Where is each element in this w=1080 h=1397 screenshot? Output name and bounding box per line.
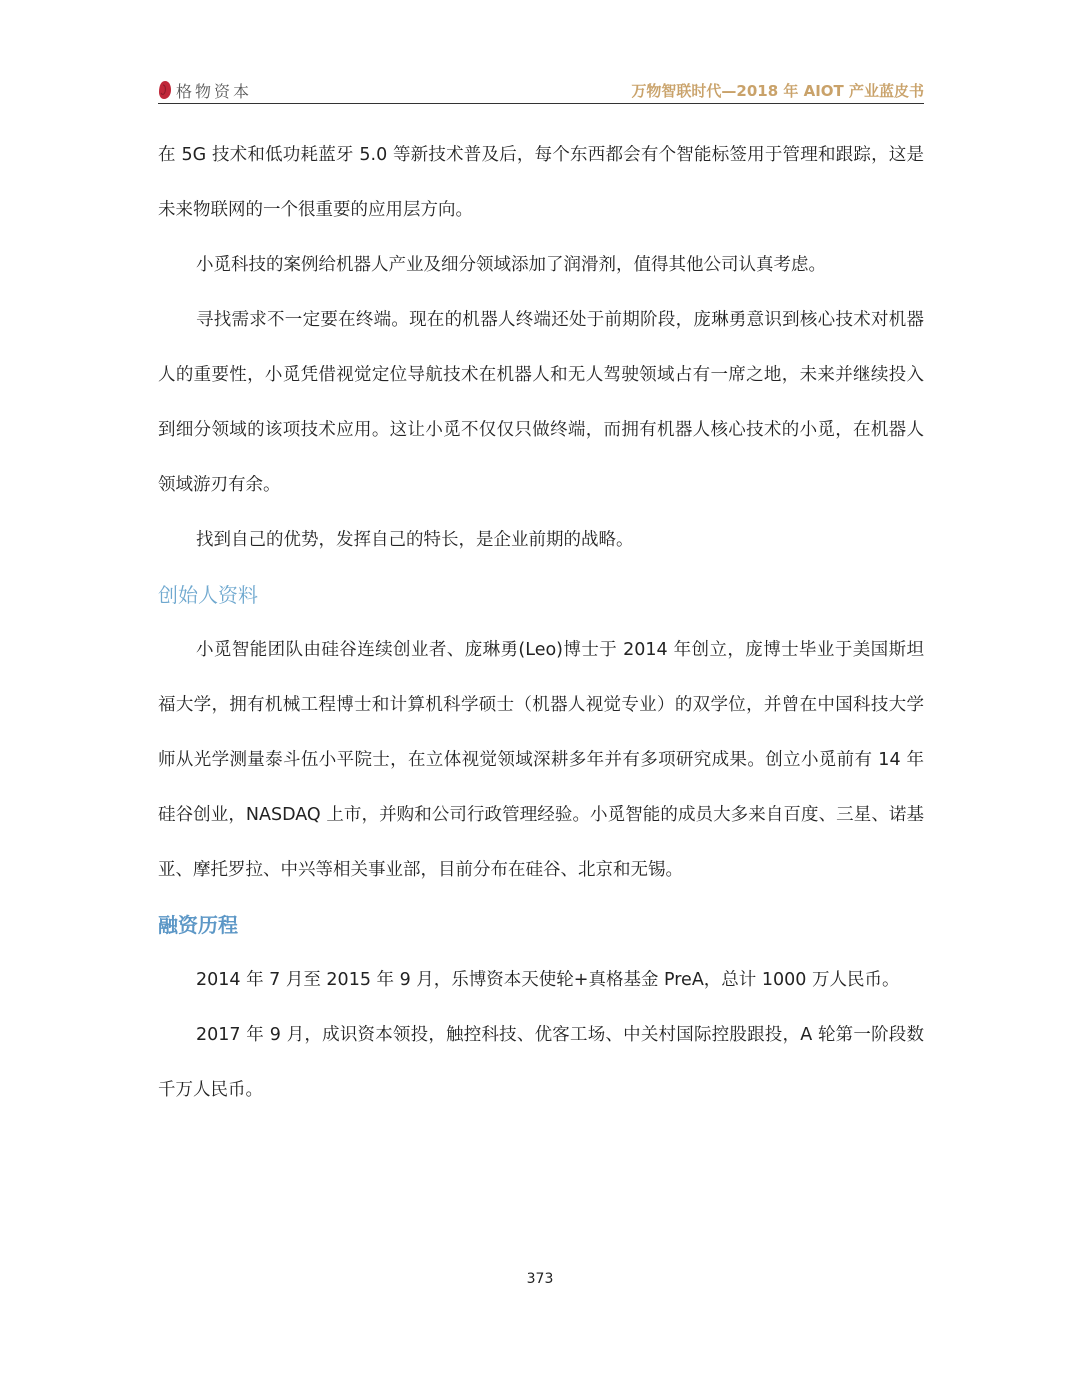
heading-funding: 融资历程 [158,913,238,937]
paragraph-strategy: 找到自己的优势，发挥自己的特长，是企业前期的战略。 [196,530,634,550]
logo-mark-icon [158,80,172,100]
paragraph-5g-tags: 在 5G 技术和低功耗蓝牙 5.0 等新技术普及后，每个东西都会有个智能标签用于管理和跟踪，这是未来物联网的一个很重要的应用层方向。 [158,145,924,220]
paragraph-funding-2014: 2014 年 7 月至 2015 年 9 月，乐博资本天使轮+真格基金 PreA，总计 1000 万人民币。 [196,970,900,990]
logo-text: 格物资本 [176,81,253,101]
report-title: 万物智联时代—2018 年 AIOT 产业蓝皮书 [631,82,924,100]
paragraph-founder: 小觅智能团队由硅谷连续创业者、庞琳勇(Leo)博士于 2014 年创立，庞博士毕业于美国斯坦福大学，拥有机械工程博士和计算机科学硕士（机器人视觉专业）的双学位，并曾在中国科技大学师从光学测量泰斗伍小平院士，在立体视觉领域深耕多年并有多项研究成果。创立小觅前有 14 年硅谷创业，NASDAQ 上市，并购和公司行政管理经验。小觅智能的成员大多来自百度、三星、诺基亚、摩托罗拉、中兴等相关事业部，目前分布在硅谷、北京和无锡。 [158,640,924,880]
page-number: 373 [526,1271,554,1287]
logo [158,78,252,102]
paragraph-xiaomi-case: 小觅科技的案例给机器人产业及细分领域添加了润滑剂，值得其他公司认真考虑。 [196,255,826,275]
heading-founder: 创始人资料 [158,583,258,607]
header-divider [158,103,924,104]
page-header [158,74,924,104]
page-content [158,128,924,1118]
paragraph-funding-2017: 2017 年 9 月，成识资本领投，触控科技、优客工场、中关村国际控股跟投，A 轮第一阶段数千万人民币。 [158,1025,924,1100]
paragraph-core-tech: 寻找需求不一定要在终端。现在的机器人终端还处于前期阶段，庞琳勇意识到核心技术对机器人的重要性，小觅凭借视觉定位导航技术在机器人和无人驾驶领域占有一席之地，未来并继续投入到细分领域的该项技术应用。这让小觅不仅仅只做终端，而拥有机器人核心技术的小觅，在机器人领域游刃有余。 [158,310,924,495]
